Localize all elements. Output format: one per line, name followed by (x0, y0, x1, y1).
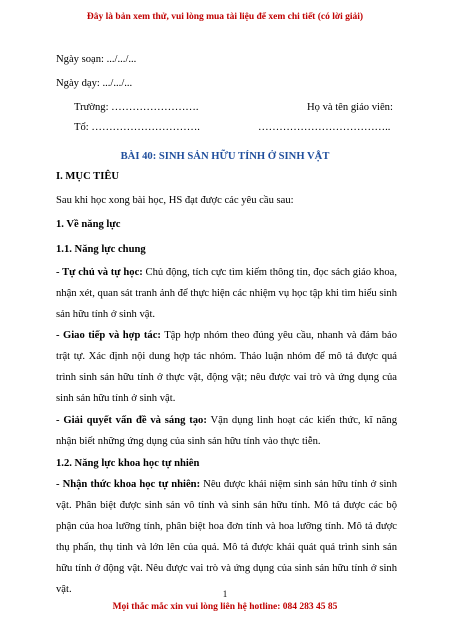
para-nhan-thuc-label: - Nhận thức khoa học tự nhiên: (56, 479, 201, 490)
bottom-notice: Mọi thắc mắc xin vui lòng liên hệ hotline: 084 283 45 85 (112, 602, 338, 612)
para-nhan-thuc-text: Nêu được khái niệm sinh sản hữu tính ở sinh vật. Phân biệt được sinh sản vô tính và sinh sản hữu tính. Mô tả được các bộ phận của hoa lưỡng tính, phân biệt hoa đơn tính và hoa lưỡng tính. Mô tả được thụ phấn, thụ tinh và lớn lên của quả. Mô tả được khái quát quá trình sinh sản hữu tính ở động vật. Nêu được vai trò và ứng dụng của sinh sản hữu tính ở sinh vật. (56, 479, 397, 595)
giao-vien: Họ và tên giáo viên: (307, 102, 393, 113)
top-notice: Đây là bản xem thử, vui lòng mua tài liệu để xem chi tiết (có lời giải) (86, 12, 364, 22)
truong: Trường: ……………………. (74, 102, 199, 113)
para-giai-quyet-label: - Giải quyết vấn đề và sáng tạo: (56, 415, 207, 426)
to: Tổ: …………………………. (74, 122, 200, 133)
ngay-soan: Ngày soạn: .../.../... (56, 54, 137, 65)
page-number: 1 (222, 589, 228, 599)
para-giai-quyet-text: Vận dụng linh hoạt các kiến thức, kĩ năng nhận biết những ứng dụng của sinh sản hữu tính vào thực tiễn. (56, 415, 398, 447)
para-giao-tiep (56, 325, 397, 409)
para-nhan-thuc (56, 474, 397, 600)
lesson-title: BÀI 40: SINH SẢN HỮU TÍNH Ở SINH VẬT (120, 151, 330, 162)
ngay-day: Ngày dạy: .../.../... (56, 78, 133, 89)
intro-text: Sau khi học xong bài học, HS đạt được các yêu cầu sau: (56, 195, 294, 206)
para-giai-quyet (56, 410, 397, 452)
sub-nang-luc-khtn: 1.2. Năng lực khoa học tự nhiên (56, 458, 200, 469)
para-giao-tiep-label: - Giao tiếp và hợp tác: (56, 330, 161, 341)
para-tu-chu-text: Chủ động, tích cực tìm kiếm thông tin, đọc sách giáo khoa, nhận xét, quan sát tranh ảnh để thực hiện các nhiệm vụ học tập khi tìm hiểu sinh sản hữu tính ở sinh vật. (56, 267, 397, 320)
para-tu-chu-label: - Tự chủ và tự học: (56, 267, 143, 278)
section-muc-tieu: I. MỤC TIÊU (56, 171, 120, 182)
giao-vien-line: ……………………………….. (258, 122, 391, 133)
para-tu-chu (56, 262, 397, 325)
sub-nang-luc: 1. Về năng lực (56, 219, 121, 230)
para-giao-tiep-text: Tập hợp nhóm theo đúng yêu cầu, nhanh và đảm bảo trật tự. Xác định nội dung hợp tác nhóm. Thảo luận nhóm để mô tả được quá trình sinh sản hữu tính ở thực vật, động vật; nêu được vai trò và ứng dụng của sinh sản hữu tính ở sinh vật. (56, 330, 398, 404)
sub-nang-luc-chung: 1.1. Năng lực chung (56, 244, 146, 255)
